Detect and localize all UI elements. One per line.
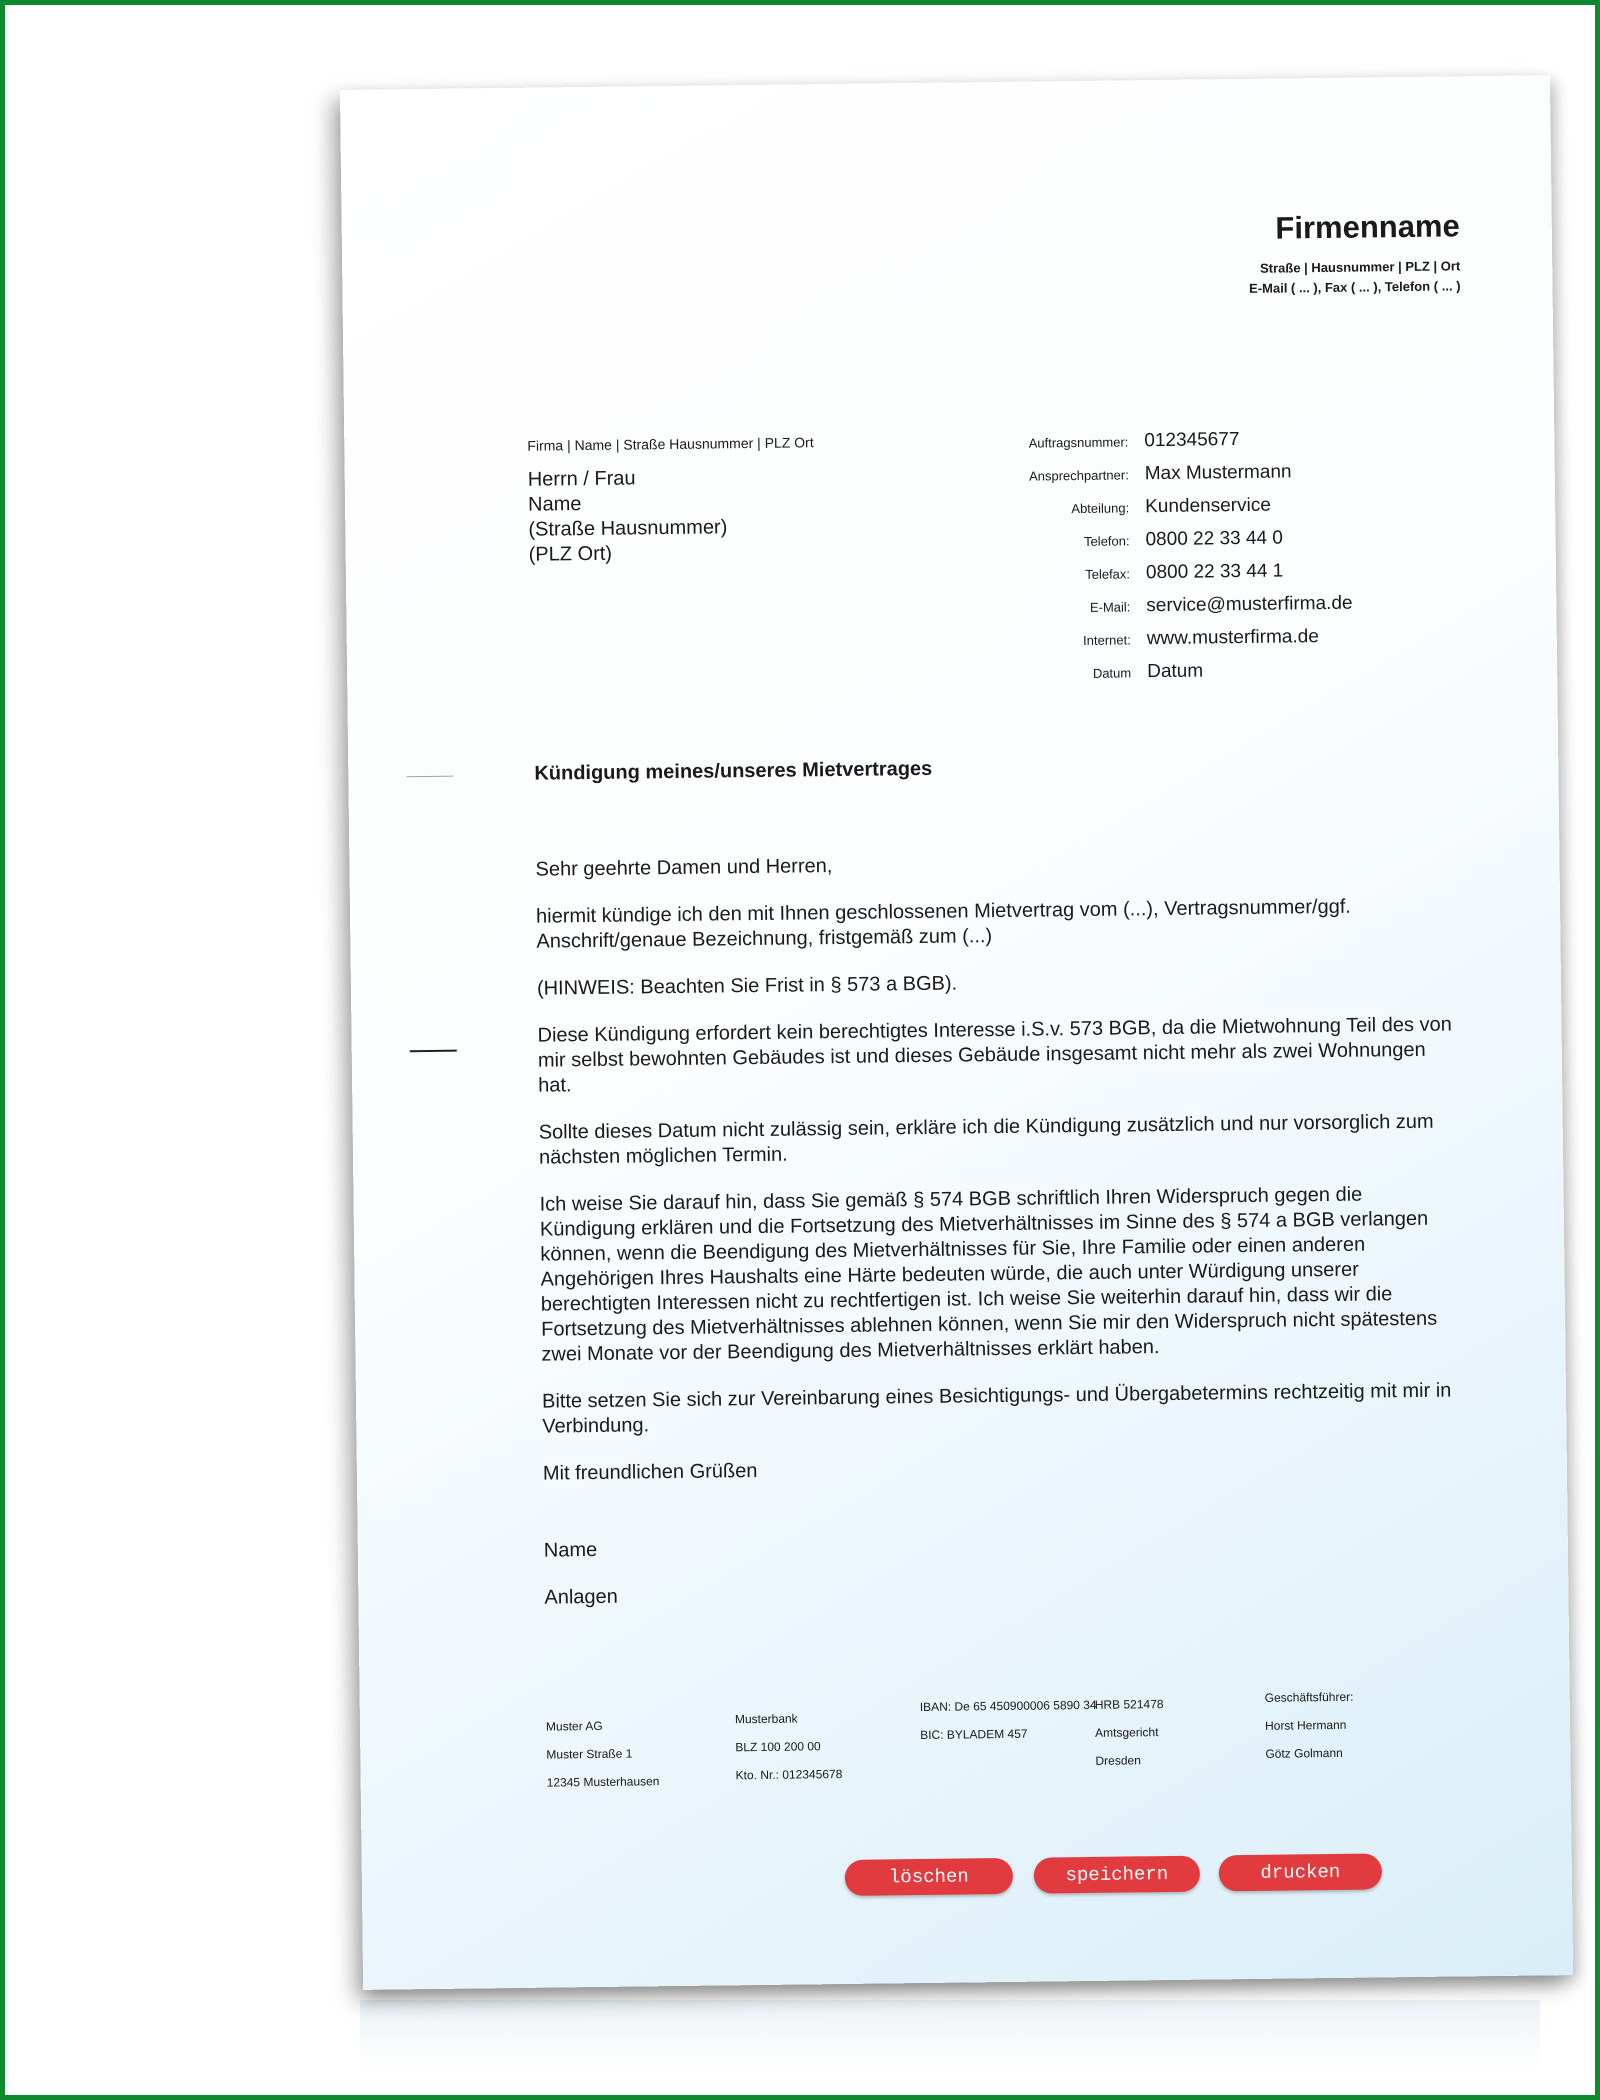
footer-line: Dresden	[1095, 1753, 1141, 1768]
paragraph: Ich weise Sie darauf hin, dass Sie gemäß § 574 BGB schriftlich Ihren Widerspruch gegen die Kündigung erklären und die Fortsetzung des Mietverhältnisses im Sinne des § 574 a BGB verlangen können, wenn die Beendigung des Mietverhältnisses für Sie, Ihre Familie oder einen anderen Angehörigen Ihres Haushalts eine Härte bedeuten würde, die auch unter Würdigung unserer berechtigten Interessen nicht zu rechtfertigen ist. Ich weise Sie weiterhin darauf hin, dass wir die Fortsetzung des Mietverhältnisses ablehnen können, wenn Sie mir den Widerspruch nicht spätestens zwei Monate vor der Beendigung des Mietverhältnisses erklärt haben.	[539, 1183, 1438, 1366]
footer-line: Muster AG	[545, 1718, 603, 1734]
company-contact: E-Mail ( ... ), Fax ( ... ), Telefon ( ... )	[1249, 278, 1461, 296]
footer-line: Götz Golmann	[1265, 1745, 1343, 1761]
paragraph: (HINWEIS: Beachten Sie Frist in § 573 a BGB).	[536, 972, 958, 1000]
info-value: Datum	[1147, 660, 1204, 683]
footer-line: Musterbank	[734, 1711, 798, 1727]
signature-name: Name	[543, 1538, 598, 1562]
recipient-line: Herrn / Frau	[527, 467, 636, 491]
info-value: 012345677	[1144, 429, 1240, 452]
info-value: Kundenservice	[1145, 494, 1271, 518]
paragraph: Sollte dieses Datum nicht zulässig sein, erkläre ich die Kündigung zusätzlich und nur vorsorglich zum nächsten möglichen Termin.	[538, 1110, 1434, 1169]
info-value: 0800 22 33 44 0	[1145, 527, 1284, 551]
recipient-line: (Straße Hausnummer)	[528, 516, 728, 541]
footer-register	[1095, 1690, 1165, 1775]
info-value: www.musterfirma.de	[1146, 626, 1319, 650]
recipient-address	[528, 465, 728, 567]
letter-page	[340, 75, 1573, 1990]
footer-line: Geschäftsführer:	[1264, 1689, 1354, 1705]
salutation: Sehr geehrte Damen und Herren,	[535, 855, 833, 881]
info-value: service@musterfirma.de	[1146, 592, 1353, 617]
recipient-line: (PLZ Ort)	[528, 542, 613, 566]
footer-line: BIC: BYLADEM 457	[920, 1726, 1028, 1743]
info-value: Max Mustermann	[1144, 461, 1292, 485]
footer-management	[1265, 1683, 1355, 1768]
footer-line: BLZ 100 200 00	[735, 1739, 821, 1755]
footer-line: HRB 521478	[1094, 1697, 1164, 1712]
footer-line: 12345 Musterhausen	[546, 1774, 660, 1790]
print-button[interactable]: drucken	[1219, 1853, 1382, 1891]
info-label: Internet:	[1082, 632, 1131, 648]
closing: Mit freundlichen Grüßen	[542, 1460, 758, 1485]
letter-subject: Kündigung meines/unseres Mietvertrages	[534, 757, 933, 785]
info-row-date	[847, 658, 1427, 698]
footer-bank	[735, 1704, 843, 1789]
letter-body	[535, 846, 1459, 1632]
recipient-line: Name	[527, 493, 582, 516]
info-label: Auftragsnummer:	[1028, 434, 1129, 451]
info-label: Ansprechpartner:	[1028, 467, 1129, 484]
info-label: Datum	[1092, 665, 1132, 681]
info-block	[844, 427, 1427, 698]
footer-iban	[920, 1691, 1097, 1749]
attachments-label: Anlagen	[544, 1585, 618, 1609]
page-reflection	[360, 2000, 1540, 2070]
info-label: Telefon:	[1083, 533, 1130, 549]
fold-mark	[406, 776, 453, 778]
punch-mark	[410, 1050, 457, 1053]
footer-line: IBAN: De 65 450900006 5890 34	[919, 1697, 1097, 1715]
footer-line: Muster Straße 1	[546, 1746, 633, 1762]
save-button[interactable]: speichern	[1034, 1856, 1200, 1894]
footer-line: Kto. Nr.: 012345678	[735, 1766, 843, 1783]
company-address: Straße | Hausnummer | PLZ | Ort	[1259, 258, 1461, 276]
delete-button[interactable]: löschen	[845, 1858, 1013, 1896]
paragraph: hiermit kündige ich den mit Ihnen geschlossenen Mietvertrag vom (...), Vertragsnummer/ggf. Anschrift/genaue Bezeichnung, fristgemäß zum (...)	[535, 895, 1352, 953]
info-value: 0800 22 33 44 1	[1145, 560, 1284, 584]
sender-return-line: Firma | Name | Straße Hausnummer | PLZ Ort	[527, 434, 814, 454]
info-label: Telefax:	[1085, 566, 1131, 582]
paragraph: Bitte setzen Sie sich zur Vereinbarung eines Besichtigungs- und Übergabetermins rechtzeitig mit mir in Verbindung.	[541, 1379, 1452, 1438]
company-name: Firmenname	[1275, 208, 1460, 246]
footer-line: Horst Hermann	[1264, 1717, 1347, 1733]
footer-line: Amtsgericht	[1095, 1725, 1159, 1740]
info-label: Abteilung:	[1071, 500, 1130, 517]
paragraph: Diese Kündigung erfordert kein berechtigtes Interesse i.S.v. 573 BGB, da die Mietwohnung Teil des von mir selbst bewohnten Gebäudes ist und dieses Gebäude insgesamt nicht mehr als zwei Wohnungen hat.	[537, 1013, 1452, 1097]
footer-company	[546, 1711, 660, 1796]
info-label: E-Mail:	[1089, 599, 1131, 615]
